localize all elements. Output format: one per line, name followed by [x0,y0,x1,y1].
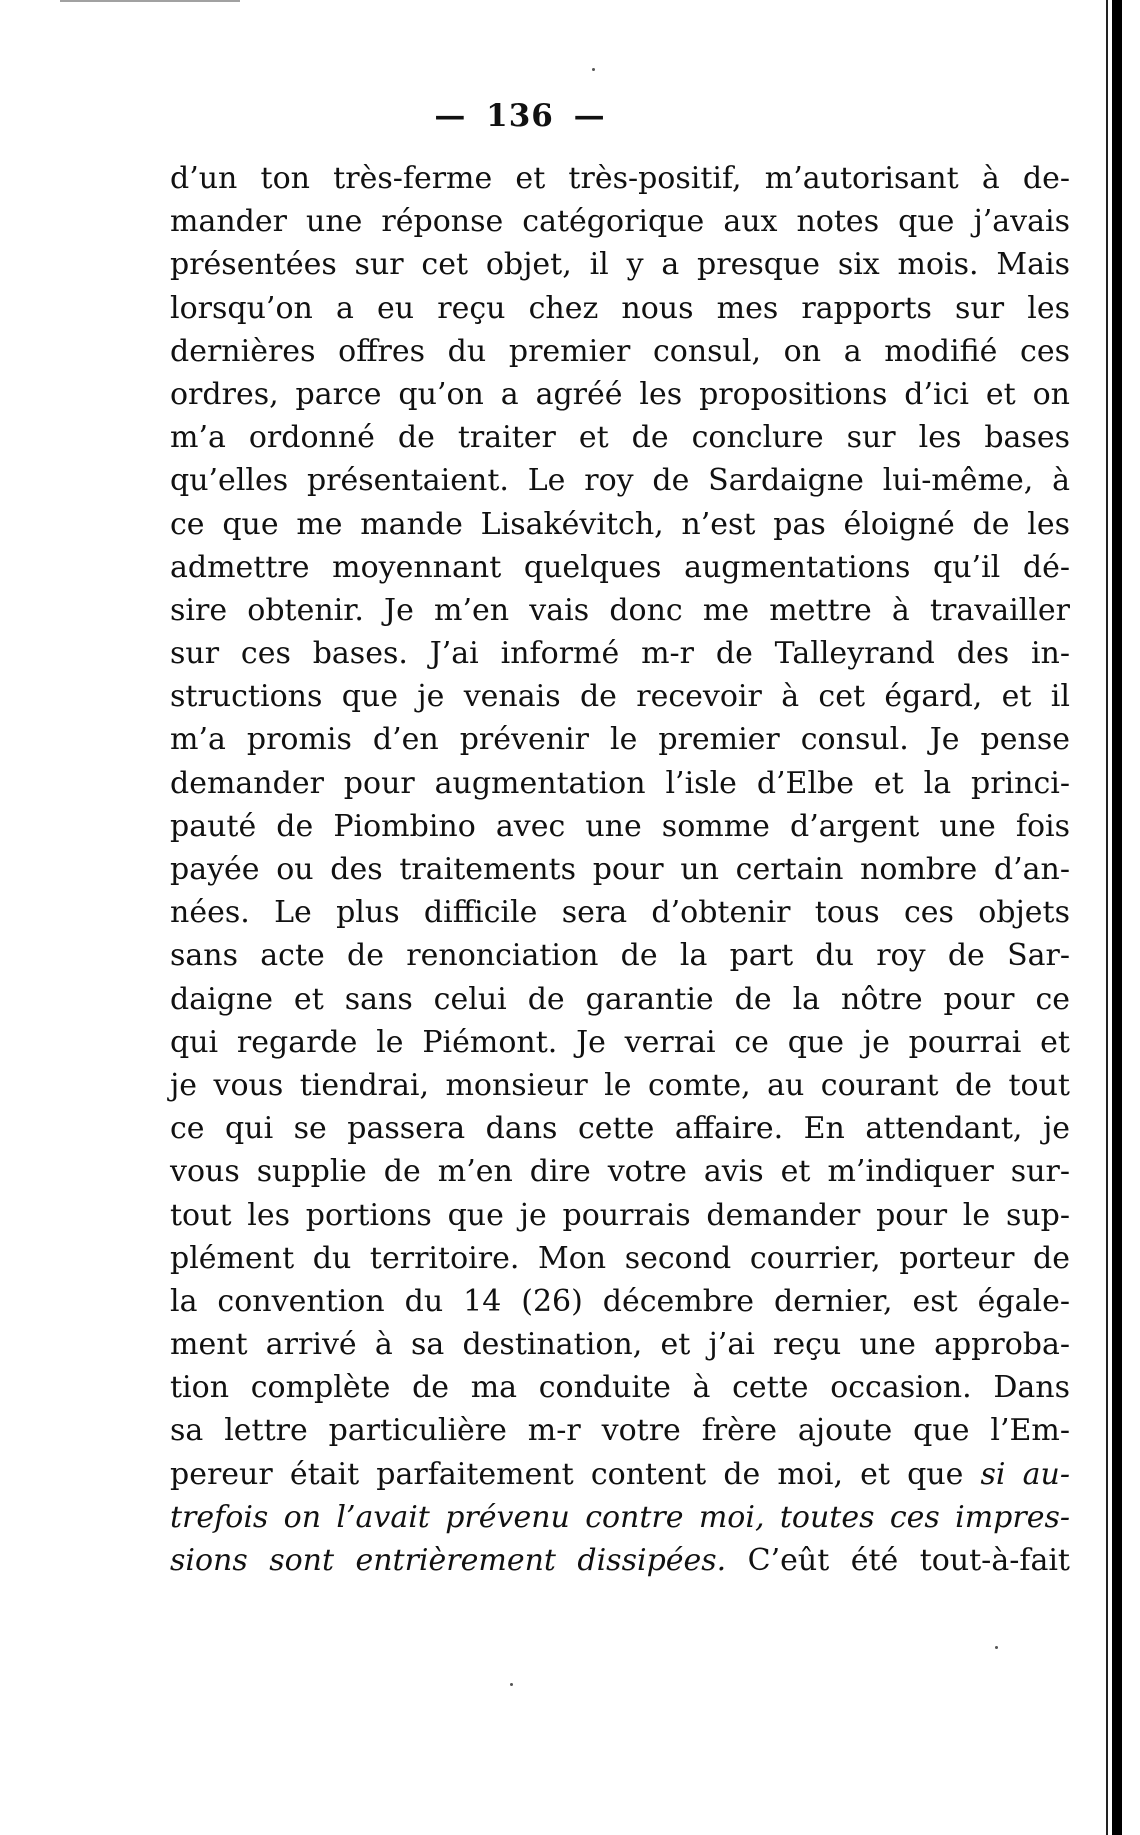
text-line-italic [170,1496,1070,1539]
text-line-mixed [170,1453,1070,1496]
text-line: sur ces bases. J’ai informé m-r de Talleyrand des in- [170,636,1070,672]
page-number: 136 [486,98,554,134]
italic-run: sions sont entrièrement dissipées. [170,1543,727,1578]
text-line: ce que me mande Lisakévitch, n’est pas éloigné de les [170,506,1070,542]
text-line: plément du territoire. Mon second courrier, porteur de [170,1240,1070,1276]
text-line: admettre moyennant quelques augmentations qu’il dé- [170,549,1070,585]
text-line: dernières offres du premier consul, on a modifié ces [170,333,1070,369]
text-run: pereur était parfaitement content de moi, et que [170,1456,964,1492]
scan-speck [592,68,595,71]
text-line: demander pour augmentation l’isle d’Elbe et la princi- [170,765,1070,801]
top-edge-mark [60,0,240,2]
binding-edge-thin [1106,0,1108,1835]
body-text [170,157,1070,1582]
italic-run: trefois on l’avait prévenu contre moi, toutes ces impres- [170,1499,1070,1535]
text-line: tout les portions que je pourrais demander pour le sup- [170,1197,1070,1233]
text-line: ce qui se passera dans cette affaire. En attendant, je [170,1111,1070,1147]
text-line: daigne et sans celui de garantie de la nôtre pour ce [170,981,1070,1017]
text-line: je vous tiendrai, monsieur le comte, au courant de tout [170,1067,1070,1103]
text-line: présentées sur cet objet, il y a presque six mois. Mais [170,247,1070,283]
text-line: tion complète de ma conduite à cette occasion. Dans [170,1370,1070,1406]
text-line: nées. Le plus difficile sera d’obtenir tous ces objets [170,895,1070,931]
text-line: la convention du 14 (26) décembre dernier, est égale- [170,1283,1070,1319]
text-line: lorsqu’on a eu reçu chez nous mes rapports sur les [170,290,1070,326]
italic-run: si au- [980,1456,1070,1492]
text-line: sa lettre particulière m-r votre frère ajoute que l’Em- [170,1413,1070,1449]
text-line: payée ou des traitements pour un certain nombre d’an- [170,852,1070,887]
text-line: qui regarde le Piémont. Je verrai ce que je pourrai et [170,1024,1070,1060]
text-line: ment arrivé à sa destination, et j’ai reçu une approba- [170,1327,1070,1363]
scan-speck [510,1683,513,1686]
text-line-mixed [170,1539,1070,1582]
page-number-header [0,98,1040,134]
text-line: mander une réponse catégorique aux notes que j’avais [170,204,1070,240]
text-line: m’a promis d’en prévenir le premier consul. Je pense [170,722,1070,758]
binding-edge [1112,0,1122,1835]
text-line: ordres, parce qu’on a agréé les propositions d’ici et on [170,376,1070,412]
header-dash-left: — [434,98,467,134]
text-line: pauté de Piombino avec une somme d’argent une fois [170,808,1070,844]
text-run: C’eût été tout-à-fait [726,1543,1070,1578]
scan-speck [995,1646,998,1649]
header-dash-right: — [573,98,606,134]
text-line: vous supplie de m’en dire votre avis et m’indiquer sur- [170,1154,1070,1190]
text-line: sans acte de renonciation de la part du roy de Sar- [170,938,1070,974]
text-line: structions que je venais de recevoir à cet égard, et il [170,679,1070,715]
text-line: sire obtenir. Je m’en vais donc me mettre à travailler [170,592,1070,628]
text-line: m’a ordonné de traiter et de conclure sur les bases [170,420,1070,456]
text-line: d’un ton très-ferme et très-positif, m’autorisant à de- [170,161,1070,196]
text-line: qu’elles présentaient. Le roy de Sardaigne lui-même, à [170,463,1070,499]
